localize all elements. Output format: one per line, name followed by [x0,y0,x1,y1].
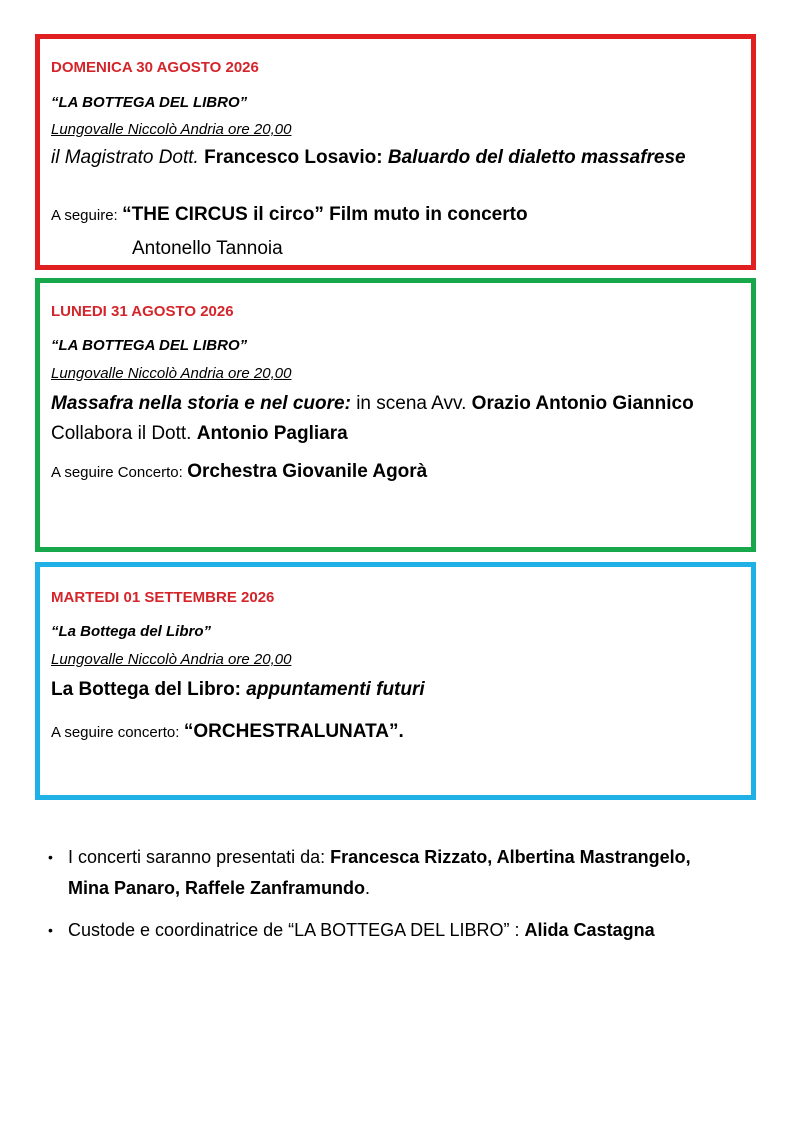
event-main-title: Massafra nella storia e nel cuore: [51,393,351,414]
event-main-name: La Bottega del Libro: [51,679,241,700]
event-location: Lungovalle Niccolò Andria ore 20,00 [51,365,292,382]
event-location: Lungovalle Niccolò Andria ore 20,00 [51,651,292,668]
bullet-icon: • [48,849,53,865]
event-main-prefix: il Magistrato Dott. [51,147,199,168]
note-names: Francesca Rizzato, Albertina Mastrangelo, [330,847,691,867]
event-date: MARTEDI 01 SETTEMBRE 2026 [51,589,275,606]
note-names: Alida Castagna [524,920,655,940]
event-main-line [51,393,694,415]
note-item-presenters [48,842,768,904]
event-collab-line [51,423,348,445]
event-venue: “La Bottega del Libro” [51,623,212,640]
note-text: Custode e coordinatrice de “LA BOTTEGA DEL LIBRO” : [68,920,520,940]
notes-list [48,842,768,946]
event-date: DOMENICA 30 AGOSTO 2026 [51,59,259,76]
note-end: . [365,878,371,898]
event-follow-title: “ORCHESTRALUNATA”. [183,721,404,742]
event-main-name: Orazio Antonio Giannico [471,393,694,414]
event-collab-prefix: Collabora il Dott. [51,423,192,444]
event-main-name: Francesco Losavio: [204,147,383,168]
event-date: LUNEDI 31 AGOSTO 2026 [51,303,234,320]
event-main-title: appuntamenti futuri [246,679,425,700]
event-follow-label: A seguire: [51,207,118,224]
event-follow-label: A seguire concerto: [51,724,180,741]
event-box-1 [35,34,756,270]
event-venue: “LA BOTTEGA DEL LIBRO” [51,337,248,354]
event-follow-title: Orchestra Giovanile Agorà [187,461,428,482]
event-follow-line [51,461,427,483]
note-text: I concerti saranno presentati da: [68,847,326,867]
event-follow-line [51,721,404,743]
event-follow-label: A seguire Concerto: [51,464,183,481]
event-venue: “LA BOTTEGA DEL LIBRO” [51,94,248,111]
note-names-2: Mina Panaro, Raffele Zanframundo [68,878,366,898]
event-box-2 [35,278,756,552]
bullet-icon: • [48,922,53,938]
event-location: Lungovalle Niccolò Andria ore 20,00 [51,121,292,138]
event-follow-line [51,204,528,226]
event-follow-title: “THE CIRCUS il circo” Film muto in concerto [122,204,528,225]
note-item-custodian [48,915,768,946]
event-main-mid: in scena Avv. [356,393,467,414]
event-follow-performer: Antonello Tannoia [132,238,283,259]
event-main-line [51,679,425,701]
event-main-line [51,147,686,169]
event-collab-name: Antonio Pagliara [196,423,348,444]
event-main-title: Baluardo del dialetto massafrese [387,147,686,168]
event-box-3 [35,562,756,800]
